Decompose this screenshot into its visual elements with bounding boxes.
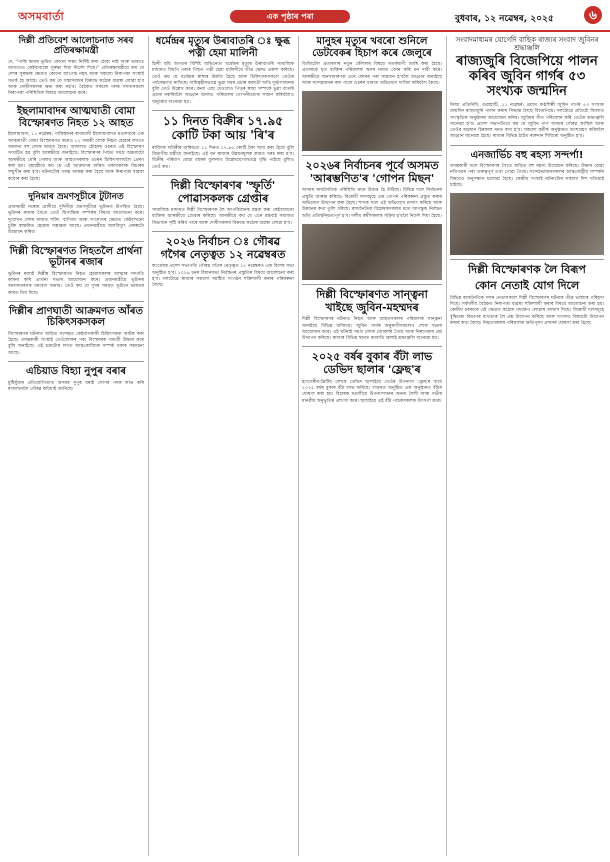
headline-consolation[interactable]: দিল্লী বিস্ফোৰণত সান্ত্বনা খাইছে জুবিন-মহম্মদৰ: [316, 287, 428, 314]
divider: [8, 187, 144, 188]
column-2: [152, 36, 294, 294]
divider: [450, 145, 604, 146]
column-divider: [446, 36, 447, 856]
divider: [152, 175, 294, 176]
news-photo: [302, 91, 442, 151]
article-body: হাংগেৰীয়-ব্ৰিটিছ লেখক ডেভিদ ছালাইয়ে তেওঁৰ উপন্যাস 'ফ্লেছ'ৰ বাবে ২০২৫ বৰ্ষৰ বুকাৰ বঁটা লাভ কৰিছে। লণ্ডনত অনুষ্ঠিত এক অনুষ্ঠানত বঁটাৰ ঘোষণা কৰা হয়। বিচাৰক মণ্ডলীয়ে উপন্যাসখনৰ অনন্য শৈলী আৰু গভীৰ মানৱীয় অনুভূতিৰ প্ৰশংসা কৰে। ছালাইয়ে এই বঁটা পাঠকসকলক উৎসৰ্গা কৰে।: [302, 379, 442, 404]
article-body: বিস্ফোৰণৰ ঘটনাত জড়িত সন্দেহত কেইবাগৰাকী চিকিৎসকক আটক কৰা হৈছে। তদন্তকাৰী সংস্থাই তেওঁলোকৰ পৰা বিস্ফোৰক সামগ্ৰী উদ্ধাৰ কৰে বুলি জনাইছে। এই চক্ৰটোৰ লগত আন্তঃৰাজ্যিক সম্পৰ্ক থকাৰ সম্ভাৱনা আছে।: [8, 331, 144, 356]
divider: [302, 284, 442, 285]
article-body: হিন্দী ছবি জগতৰ বিশিষ্ট অভিনেতা ধৰ্মেন্দ্ৰৰ মৃত্যুৰ উৰাবাতৰি সামাজিক মাধ্যমত বিয়পি পৰাৰ পিছত পত্নী হেমা মালিনীয়ে তীব্ৰ ক্ষোভ প্ৰকাশ কৰিছে। তেওঁ কয় যে ধৰ্মেন্দ্ৰৰ স্বাস্থ্যৰ উন্নতি হৈছে আৰু চিকিৎসকসকলে তেওঁক পৰ্যবেক্ষণত ৰাখিছে। দায়িত্বহীনভাৱে ভুৱা খবৰ প্ৰচাৰ কৰাটো অতি দুৰ্ভাগ্যজনক বুলি তেওঁ উল্লেখ কৰে। কন্যা এছা দেওলেও পিতৃৰ স্বাস্থ্য সম্পৰ্কে ভুৱা বাতৰি প্ৰচাৰ নকৰিবলৈ আহ্বান জনায়। পৰিয়ালৰ গোপনীয়তাক সন্মান কৰিবলৈও অনুৰোধ জনোৱা হয়।: [152, 62, 294, 105]
headline-blast-reaction[interactable]: দিল্লী বিস্ফোৰণক লৈ বিৰূপ: [468, 263, 586, 277]
headline-booker-prize[interactable]: ২০২৫ বৰ্ষৰ বুকাৰ বঁটা লাভ ডেভিদ ছালাৰ 'ফ্লেছ'ৰ: [311, 350, 433, 377]
column-1: [8, 36, 144, 397]
article-body: মুষ্টিযুঁজৰ প্ৰতিযোগিতাত অসমৰ নুপুৰ বৰাই সোণৰ পদক লাভ কৰি ৰাজ্যখনলৈ গৌৰৱ কঢ়িয়াই আনিছে।: [8, 380, 144, 392]
headline-bhutan-king-prayer[interactable]: দিল্লী বিস্ফোৰণত নিহতলৈ প্ৰাৰ্থনা ভূটানৰ ৰজাৰ: [9, 245, 143, 269]
headline-gaurav-gogoi[interactable]: ২০২৬ নিৰ্বাচন ঃ গৌৰৱ গগৈৰ নেতৃত্বত ১২ নৱেম্বৰত: [160, 235, 286, 261]
headline-death-news-fraud[interactable]: মানুহৰ মৃত্যুৰ খবৰো শুনিলে ডেটবেকৰ হিচাপ কৰে জেলুৰে: [312, 36, 432, 59]
column-divider: [298, 36, 299, 856]
headline-bjp-zubeen-birthday[interactable]: ৰাজ্যজুৰি বিজেপিয়ে পালন কৰিব জুবিন গাৰ্গৰ ৫৩ সংখ্যক জন্মদিন: [456, 54, 598, 99]
divider: [152, 231, 294, 232]
headline-islamabad-blast[interactable]: ইছলামাবাদৰ আত্মঘাতী বোমা বিস্ফোৰণত নিহত ১২ আহত: [16, 106, 136, 129]
article-body: কংগ্ৰেছৰ প্ৰদেশ সভাপতি গৌৰৱ গগৈৰ নেতৃত্বত ১২ নৱেম্বৰত এক বিশেষ সভা অনুষ্ঠিত হ'ব। ২০২৬ চনৰ বিধানসভা নিৰ্বাচনৰ প্ৰস্তুতিৰ বিষয়ে আলোচনা কৰা হ'ব। দলটোৱে ৰাজ্যৰ সকলো সমষ্টিত সংগঠন শক্তিশালী কৰাৰ পৰিকল্পনা লৈছে।: [152, 264, 294, 289]
article-body: বিভিন্ন ৰাজনৈতিক দলৰ নেতাসকলে দিল্লী বিস্ফোৰণৰ ঘটনাক তীব্ৰ ভাষাৰে গৰিহণা দিছে। সৰ্বদলীয় বৈঠকত নিৰাপত্তা ব্যৱস্থা শক্তিশালী কৰাৰ বিষয়ে আলোচনা কৰা হয়। কেন্দ্ৰীয় চৰকাৰে এই ক্ষেত্ৰত কঠোৰ পদক্ষেপ লোৱাৰ আশ্বাস দিছে। বিৰোধী দলসমূহে বুদ্ধিমত্তা বিভাগৰ ব্যৰ্থতাক লৈ প্ৰশ্ন উত্থাপন কৰিছে আৰু সংসদত বিষয়টো উত্থাপন কৰাৰ কথা কৈছে। নিহতসকলৰ পৰিয়ালক ক্ষতিপূৰণ প্ৰদানৰ ঘোষণা কৰা হৈছে।: [450, 295, 604, 326]
newspaper-logo: অসমবাৰ্তা: [18, 10, 65, 23]
divider: [302, 155, 442, 156]
article-body: অসমৰ ৰাজনৈতিক পৰিস্থিতি ক্ৰমে উত্তপ্ত হৈ উঠিছে। বিভিন্ন দলে নিৰ্বাচনৰ প্ৰস্তুতি আৰম্ভ কৰিছে। বিৰোধী দলসমূহে এক গোপন পৰিকল্পনা প্ৰস্তুত কৰাৰ অভিযোগ উত্থাপন কৰা হৈছে। শাসক দলে এই অভিযোগ নস্যাৎ কৰিছে আৰু উন্নয়নৰ কথা তুলি ধৰিছে। ৰাজনৈতিক বিশ্লেষকসকলৰ মতে আগন্তুক নিৰ্বাচন অতি প্ৰতিদ্বন্দ্বিতাপূৰ্ণ হ'ব। দলীয় কৰ্মীসকলক সক্ৰিয় হ'বলৈ নিৰ্দেশ দিয়া হৈছে।: [302, 188, 442, 219]
divider: [8, 241, 144, 242]
divider: [8, 301, 144, 302]
column-3: [302, 36, 442, 409]
article-body: দে, "পাকি স্তানৰ ভূমিত কোনো লক্ষ্য নিৰ্দিষ্ট কৰা হোৱা নাই আৰু ভাৰতে আগতেও কেইবাবাৰো সুৰক্ষা দিয়া নিৰ্দেশ দিছে।" প্ৰতিৰক্ষামন্ত্ৰীয়ে কয় যে দেশৰ সুৰক্ষাৰ ক্ষেত্ৰত কোনো আপোচ নহয় আৰু সকলো নিৰাপত্তা সংস্থাই সতৰ্ক হৈ আছে। তেওঁ কয় যে সন্ত্ৰাসবাদৰ বিৰুদ্ধে কঠোৰ ব্যৱস্থা লোৱা হ'ব আৰু দোষীসকলক ক্ষমা কৰা নহ'ব। বৈঠকত সকলো দলৰ সদস্যসকলে নিৰাপত্তা পৰিস্থিতিৰ বিষয়ে আলোচনা কৰে।: [8, 59, 144, 97]
article-body: দিল্লী বিস্ফোৰণৰ ঘটনাত নিহত আৰু আহতসকলৰ পৰিয়ালক সান্ত্বনা জনাইছে বিভিন্ন ব্যক্তিয়ে। জুবিন গাৰ্গৰ অনুৰাগীসকলেও শোক সভাৰ আয়োজন কৰে। এই ঘটনাই সমগ্ৰ দেশক জোকাৰি গৈছে আৰু নিৰাপত্তাৰ প্ৰশ্ন উত্থাপন কৰিছে। ৰাজ্যৰ বিভিন্ন স্থানত মমবাতি জ্বলাই শ্ৰদ্ধাঞ্জলি জনোৱা হয়।: [302, 317, 442, 342]
news-photo: [450, 193, 604, 255]
divider: [302, 346, 442, 347]
headline-doctors-attack[interactable]: দিল্লীৰ প্ৰাণঘাতী আক্ৰমণত আঁৰত চিকিৎসকসকল: [9, 305, 143, 329]
article-body: প্ৰধানমন্ত্ৰী নৰেন্দ্ৰ মোদীয়ে দুদিনীয়া ভ্ৰমণসূচীৰে ভূটানত উপস্থিত হৈছে। ভূটানৰ ৰজাৰ সৈতে তেওঁ দ্বিপাক্ষিক সম্পৰ্কৰ বিষয়ে আলোচনা কৰে। দুয়োখন দেশৰ মাজত শক্তি, বাণিজ্য আৰু সংযোগৰ ক্ষেত্ৰত কেইবাখনো চুক্তি স্বাক্ষৰিত হোৱাৰ সম্ভাৱনা আছে। প্ৰধানমন্ত্ৰীয়ে জলবিদ্যুৎ প্ৰকল্পটো উদ্বোধন কৰিব।: [8, 205, 144, 236]
headline-blast-celebration-arrest[interactable]: দিল্লী বিস্ফোৰণৰ 'স্ফূৰ্তি' পোৱাসকলক গ্ৰেপ্তাৰ: [170, 178, 276, 205]
article-body: ভূটানৰ ৰজাই দিল্লীৰ বিস্ফোৰণত নিহত হোৱাসকলৰ আত্মাৰ সদগতি কামনা কৰি প্ৰাৰ্থনা সভাৰ আয়োজন কৰে। প্ৰধানমন্ত্ৰীয়ে ভূটানৰ জনসাধাৰণক ধন্যবাদ জনায়। তেওঁ কয় যে দুখৰ সময়ত ভূটানে ভাৰতৰ কাষত থিয় দিছে।: [8, 271, 144, 296]
divider: [8, 101, 144, 102]
issue-date: বুধবাৰ, ১২ নৱেম্বৰ, ২০২৫: [455, 14, 554, 24]
headline-dharmendra-rumour[interactable]: ধৰ্মেন্দ্ৰৰ মৃত্যুৰ উৰাবাতৰি ঃ ক্ষুব্ধ পত্নী হেমা মালিনী: [155, 36, 291, 59]
article-body: ইছলামাবাদ, ১১ নৱেম্বৰ: পাকিস্তানৰ ৰাজধানী ইছলামাবাদত মঙলবাৰে এক আত্মঘাতী বোমা বিস্ফোৰণত কমেও ১২ গৰাকী লোক নিহত হোৱাৰ লগতে অন্যান্য বহু লোক আহত হৈছে। আদালত চৌহদৰ ওচৰত এই বিস্ফোৰণ সংঘটিত হয় বুলি আৰক্ষীয়ে জনাইছে। বিস্ফোৰণৰ পিছত সমগ্ৰ অঞ্চলটো আৰক্ষীয়ে ঘেৰি পেলায় আৰু আহতসকলক ওচৰৰ চিকিৎসালয়লৈ প্ৰেৰণ কৰা হয়। গৃহমন্ত্ৰীয়ে কয় যে এই আক্ৰমণৰ আঁৰত থকাসকলক বিচাৰৰ সন্মুখীন কৰা হ'ব। ঘটনাটোৰ তদন্ত আৰম্ভ কৰা হৈছে আৰু নিৰাপত্তা ব্যৱস্থা কঠোৰ কৰা হৈছে।: [8, 132, 144, 182]
article-body: নিজা প্ৰতিনিধি, গুৱাহাটি, ১১ নৱেম্বৰ: প্ৰয়াত কণ্ঠশিল্পী জুবিন গাৰ্গৰ ৫৩ সংখ্যক জন্মদিন ৰাজ্যজুৰি পালন কৰাৰ সিদ্ধান্ত লৈছে বিজেপিয়ে। দলটোৱে প্ৰতিটো জিলাত সাংস্কৃতিক অনুষ্ঠানৰ আয়োজন কৰিব। জুবিনৰ গীত পৰিবেশন কৰি তেওঁক শ্ৰদ্ধাঞ্জলি জনোৱা হ'ব। প্ৰদেশ সভাপতিয়ে কয় যে জুবিন গাৰ্গ অসমৰ গৌৰৱ আছিল আৰু তেওঁৰ অৱদান চিৰকাল মনত ৰখা হ'ব। সকলো কৰ্মীক অনুষ্ঠানত অংশগ্ৰহণ কৰিবলৈ আহ্বান জনোৱা হৈছে। ৰাজ্যৰ বিভিন্ন ঠাইত ৰক্তদান শিবিৰো অনুষ্ঠিত হ'ব।: [450, 102, 604, 140]
headline-secret-mission[interactable]: ২০২৬ৰ নিৰ্বাচনৰ পূৰ্বে অসমত 'আৰম্ভণিত'ৰ 'গোপন মিছন': [305, 159, 439, 185]
divider: [450, 259, 604, 260]
divider: [8, 361, 144, 362]
article-body: তদন্তকাৰী দলে বিস্ফোৰণৰ সৈতে জড়িত বহু ৰহস্য উন্মোচন কৰিছে। উদ্ধাৰ হোৱা নথিপত্ৰৰ পৰা গুৰুত্বপূৰ্ণ তথ্য পোৱা গৈছে। সন্দেহভাজনসকলৰ আন্তঃৰাষ্ট্ৰীয় সম্পৰ্কৰ বিষয়েও অনুসন্ধান চলোৱা হৈছে। কেন্দ্ৰীয় সংস্থাই ঘটনাটোৰ সকলো দিশ খতিয়াই চাইছে।: [450, 164, 604, 189]
article-body: ৰাজ্যিক লটাৰীৰ জৰিয়তে ১১ দিনত ১৭.৯৫ কোটি টকা আয় কৰা হৈছে বুলি বিভাগীয় মন্ত্ৰীয়ে জনাইছে। এই ধন ৰাজ্যৰ উন্নয়নমূলক কামত খৰচ কৰা হ'ব। বিক্ৰীৰ পৰিমাণ যোৱা বছৰৰ তুলনাত উল্লেখযোগ্যভাৱে বৃদ্ধি পাইছে বুলিও তেওঁ কয়।: [152, 145, 294, 170]
column-4: [450, 36, 604, 331]
headline-lottery-revenue[interactable]: ১১ দিনত বিক্ৰীৰ ১৭.৯৫ কোটি টকা আয় 'ৰি'ৰ: [162, 114, 284, 142]
masthead: [0, 0, 610, 32]
article-body: সামাজিক মাধ্যমত দিল্লী বিস্ফোৰণক লৈ আপত্তিজনক মন্তব্য কৰা কেইবাজনো ব্যক্তিক আৰক্ষীয়ে গ্ৰেপ্তাৰ কৰিছে। আৰক্ষীয়ে কয় যে এনে মন্তব্যই সমাজত বিভাজন সৃষ্টি কৰিব পাৰে আৰু দোষীসকলৰ বিৰুদ্ধে কঠোৰ ব্যৱস্থা লোৱা হ'ব।: [152, 208, 294, 226]
headline-bhutan-visit[interactable]: দুনিয়াৰ ভ্ৰমণসূচীৰে টুটানত: [28, 191, 124, 202]
headline-mysteries[interactable]: এনজাৰ্ভিচ বহু ৰহস্য সন্দৰ্পা!: [470, 149, 584, 161]
headline-leaders-joined[interactable]: কোন নেতাই যোগ দিলে: [474, 279, 580, 293]
divider: [152, 110, 294, 111]
article-body: ডিজিটেল প্ৰতাৰণাৰ নতুন কৌশলৰ বিষয়ে সতৰ্কবাণী জাৰি কৰা হৈছে। প্ৰতাৰকে মৃত ব্যক্তিৰ পৰিয়ালক ঋণৰ নামত ফোন কৰি ধন দাবী কৰে। আৰক্ষীয়ে জনসাধাৰণক এনে ফোনৰ পৰা সাৱধান হ'বলৈ আহ্বান জনাইছে আৰু সন্দেহজনক কল পালে ওচৰৰ থানাত অভিযোগ দাখিল কৰিবলৈ কৈছে।: [302, 62, 442, 86]
news-photo: [302, 224, 442, 280]
headline-defence-minister[interactable]: দিল্লী প্ৰতিবেশ আলোচনাত সৰব প্ৰতিৰক্ষামন্ত্ৰী: [18, 36, 134, 57]
kicker: সংবাদমাধ্যমৰ যোগেদি বাছিক ৰাজ্যৰ সংবাদ জুবিনৰ শ্ৰদ্ধাঞ্জলি: [455, 36, 599, 53]
continued-from-front-label: এক পৃষ্ঠাৰ পৰা: [230, 10, 350, 23]
page-number: ৬: [584, 6, 602, 24]
column-divider: [148, 36, 149, 856]
headline-nupur-bora[interactable]: এচিয়াড বিহ্যা নুপুৰ বৰাৰ: [25, 366, 127, 378]
